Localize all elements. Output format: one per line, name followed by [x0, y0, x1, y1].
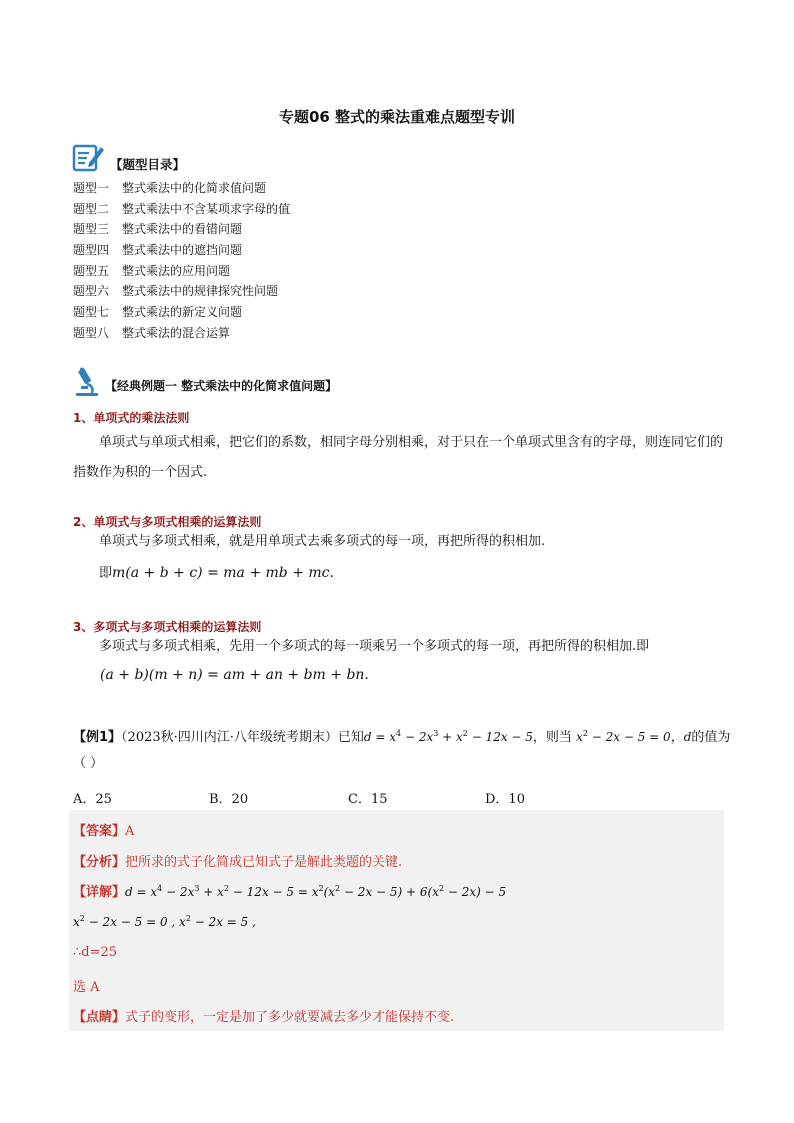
catalog-item-number: 题型六 [73, 284, 110, 299]
option-c[interactable]: C．15 [348, 792, 388, 807]
catalog-item-number: 题型五 [73, 263, 110, 278]
catalog-item-number: 题型二 [73, 201, 110, 216]
analysis-text: 把所求的式子化简成已知式子是解此类题的关键. [125, 855, 403, 870]
formula-text: m(a + b + c) = ma + mb + mc. [112, 565, 334, 581]
catalog-item-text: 整式乘法中不含某项求字母的值 [122, 201, 291, 216]
answer-tag: 【答案】 [73, 824, 126, 839]
catalog-item-number: 题型七 [73, 305, 110, 320]
rule-title: 1、单项式的乘法法则 [73, 411, 190, 425]
analysis-tag: 【分析】 [73, 855, 126, 870]
example-tag: 【例1】 [73, 730, 122, 745]
catalog-item-number: 题型一 [73, 181, 110, 195]
catalog-item-text: 整式乘法中的规律探究性问题 [122, 284, 279, 299]
variable-d: d [683, 730, 692, 744]
given-expression: $d = x^4 - 2x^3 + x^2 - 12x - 5$ [363, 729, 533, 744]
catalog-item [73, 219, 290, 240]
conclusion-line: ∴d=25 [73, 945, 118, 960]
answer-line [73, 820, 134, 839]
example-condition-end: ， [670, 730, 684, 745]
detail-expression: $d = x^4 - 2x^3 + x^2 - 12x - 5 = x^2(x^2 - 2x - 5) + 6(x^2 - 2x) - 5$ [125, 884, 507, 899]
rule-text [73, 632, 723, 662]
detail-line [73, 881, 506, 900]
condition-expression: $x^2 - 2x - 5 = 0$ [576, 729, 671, 744]
analysis-line [73, 851, 402, 870]
choose-line: 选 A [73, 980, 100, 995]
remark-line [73, 1006, 454, 1025]
catalog-item [73, 261, 290, 282]
example-question [73, 719, 733, 753]
detail-condition-expression: $x^2 - 2x - 5 = 0$ , $x^2 - 2x = 5$ , [73, 914, 256, 929]
answer-value: A [125, 824, 135, 839]
example-section-label: 【经典例题一 整式乘法中的化简求值问题】 [105, 379, 338, 393]
example-paren: （ ） [73, 756, 104, 771]
example-ask: 的值为 [691, 730, 731, 745]
formula-prefix: 即 [99, 566, 113, 581]
rule-text [73, 527, 723, 557]
catalog-header [72, 143, 185, 177]
catalog-item-number: 题型四 [73, 243, 110, 258]
catalog-item-text: 整式乘法中的化简求值问题 [122, 181, 267, 195]
example-section-header [72, 368, 337, 402]
catalog-item [73, 323, 290, 344]
catalog-item [73, 281, 290, 302]
catalog-item-text: 整式乘法的混合运算 [122, 325, 231, 340]
notepad-pencil-icon [72, 141, 106, 177]
remark-tag: 【点睛】 [73, 1010, 126, 1025]
catalog-item [73, 178, 290, 199]
catalog-item-text: 整式乘法的新定义问题 [122, 305, 243, 320]
example-condition-mid: ，则当 [532, 730, 572, 745]
catalog-item [73, 240, 290, 261]
rule-text [73, 428, 723, 488]
catalog-item-text: 整式乘法的应用问题 [122, 263, 231, 278]
rule-text-content: 单项式与单项式相乘，把它们的系数，相同字母分别相乘，对于只在一个单项式里含有的字母，则连同它们的指数作为积的一个因式. [73, 435, 724, 480]
rule-text-content: 多项式与多项式相乘，先用一个多项式的每一项乘另一个多项式的每一项，再把所得的积相加.即 [99, 639, 650, 654]
formula [99, 562, 334, 581]
example-source: （2023秋·四川内江·八年级统考期末）已知 [121, 730, 364, 745]
detail-condition-line [73, 914, 256, 930]
rule-title: 2、单项式与多项式相乘的运算法则 [73, 515, 262, 529]
rule-text-content: 单项式与多项式相乘，就是用单项式去乘多项式的每一项，再把所得的积相加. [99, 534, 546, 549]
option-b[interactable]: B．20 [209, 792, 249, 807]
detail-tag: 【详解】 [73, 885, 126, 900]
catalog-label: 【题型目录】 [110, 157, 186, 172]
option-a[interactable]: A．25 [73, 792, 112, 807]
rule-title: 3、多项式与多项式相乘的运算法则 [73, 620, 262, 634]
catalog-item [73, 302, 290, 323]
remark-text: 式子的变形，一定是加了多少就要减去多少才能保持不变. [125, 1010, 455, 1025]
page-title: 专题06 整式的乘法重难点题型专训 [278, 108, 516, 126]
formula: (a + b)(m + n) = am + an + bm + bn. [100, 667, 369, 683]
catalog-item-number: 题型八 [73, 325, 110, 340]
catalog-item-text: 整式乘法中的看错问题 [122, 222, 243, 237]
catalog-list [73, 178, 290, 344]
catalog-item-number: 题型三 [73, 222, 110, 237]
catalog-item [73, 199, 290, 220]
catalog-item-text: 整式乘法中的遮挡问题 [122, 243, 243, 258]
microscope-icon [72, 366, 102, 402]
option-d[interactable]: D．10 [485, 792, 525, 807]
